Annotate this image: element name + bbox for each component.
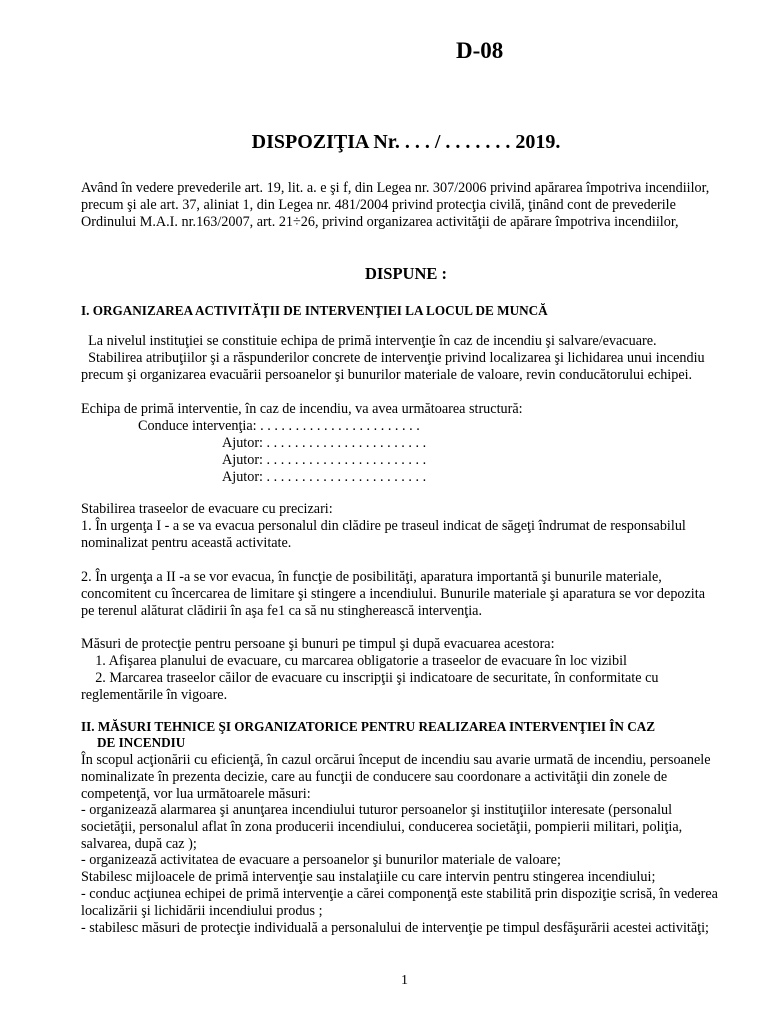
section-2-paragraph-1: În scopul acţionării cu eficienţă, în cazul orcărui început de incendiu sau avarie urmată de incendiu, persoanele nominalizate în prezenta decizie, care au funcţii de conducere sau coordonare a activităţii din zonele de competenţă, vor lua următoarele măsuri: [81,752,711,802]
section-2-heading-line-2: DE INCENDIU [97,735,186,750]
measures-intro: Măsuri de protecţie pentru persoane şi bunuri pe timpul şi după evacuarea acestora: [81,636,555,652]
section-1-heading: I. ORGANIZAREA ACTIVITĂŢII DE INTERVENŢIEI LA LOCUL DE MUNCĂ [81,303,548,318]
routes-intro: Stabilirea traseelor de evacuare cu precizari: [81,501,333,517]
section-2-paragraph-4: Stabilesc mijloacele de primă intervenţie sau instalaţiile cu care intervin pentru stingerea incendiului; [81,869,656,885]
section-1-paragraph-2: Stabilirea atribuţiilor şi a răspunderilor concrete de intervenţie privind localizarea şi lichidarea unui incendiu precum şi organizarea evacuării persoanelor şi bunurilor materiale de valoare, revin conducătorului echipei. [81,350,709,383]
measure-1: 1. Afişarea planului de evacuare, cu marcarea obligatorie a traseelor de evacuare în loc vizibil [81,653,627,669]
team-helper-line: Ajutor: . . . . . . . . . . . . . . . . . . . . . . . [222,435,427,451]
document-code: D-08 [456,38,504,63]
team-structure-intro: Echipa de primă interventie, în caz de incendiu, va avea următoarea structură: [81,401,523,417]
route-1: 1. În urgenţa I - a se va evacua personalul din clădire pe traseul indicat de săgeţi îndrumat de responsabilul nominalizat pentru această activitate. [81,518,686,551]
team-helper-line: Ajutor: . . . . . . . . . . . . . . . . . . . . . . . [222,469,427,485]
team-leader-line: Conduce intervenţia: . . . . . . . . . . . . . . . . . . . . . . . [138,418,420,434]
section-1-paragraph-1: La nivelul instituţiei se constituie echipa de primă intervenţie în caz de incendiu şi salvare/evacuare. [81,333,657,349]
section-2-paragraph-5: - conduc acţiunea echipei de primă intervenţie a cărei componenţă este stabilită prin dispoziţie scrisă, în vederea localizării şi lichidării incendiului produs ; [81,886,718,919]
route-2: 2. În urgenţa a II -a se vor evacua, în funcţie de posibilităţi, aparatura importantă şi bunurile materiale, concomitent cu încercarea de limitare şi stingere a incendiului. Bunurile materiale şi aparatura se vor depozita pe terenul alăturat clădirii în aşa fe1 ca să nu stingherească intervenţia. [81,569,705,619]
section-2-paragraph-3: - organizează activitatea de evacuare a persoanelor şi bunurilor materiale de valoare; [81,852,561,868]
document-title: DISPOZIŢIA Nr. . . . / . . . . . . . 2019. [251,131,561,153]
section-2-paragraph-2: - organizează alarmarea şi anunţarea incendiului tuturor persoanelor şi instituţiilor interesate (personalul societăţii, personalul aflat în zona producerii incendiului, conducerea societăţii, pompierii militari, poliţia, salvarea, după caz ); [81,802,683,852]
page-number: 1 [401,973,408,988]
section-2-heading [81,719,741,751]
team-helper-line: Ajutor: . . . . . . . . . . . . . . . . . . . . . . . [222,452,427,468]
section-2-heading-line-1: II. MĂSURI TEHNICE ŞI ORGANIZATORICE PENTRU REALIZAREA INTERVENŢIEI ÎN CAZ [81,719,656,734]
intro-paragraph: Avȃnd în vedere prevederile art. 19, lit. a. e şi f, din Legea nr. 307/2006 privind apărarea împotriva incendiilor, precum şi ale art. 37, aliniat 1, din Legea nr. 481/2004 privind protecţia civilă, ţinȃnd cont de prevederile Ordinului M.A.I. nr.163/2007, art. 21÷26, privind organizarea activităţii de apărare împotriva incendiilor, [81,180,710,230]
section-2-paragraph-6: - stabilesc măsuri de protecţie individuală a personalului de intervenţie pe timpul desfăşurării acestei activităţi; [81,920,709,936]
dispune-heading: DISPUNE : [364,264,448,283]
measure-2: 2. Marcarea traseelor căilor de evacuare cu inscripţii şi indicatoare de securitate, în conformitate cu reglementările în vigoare. [81,670,663,703]
